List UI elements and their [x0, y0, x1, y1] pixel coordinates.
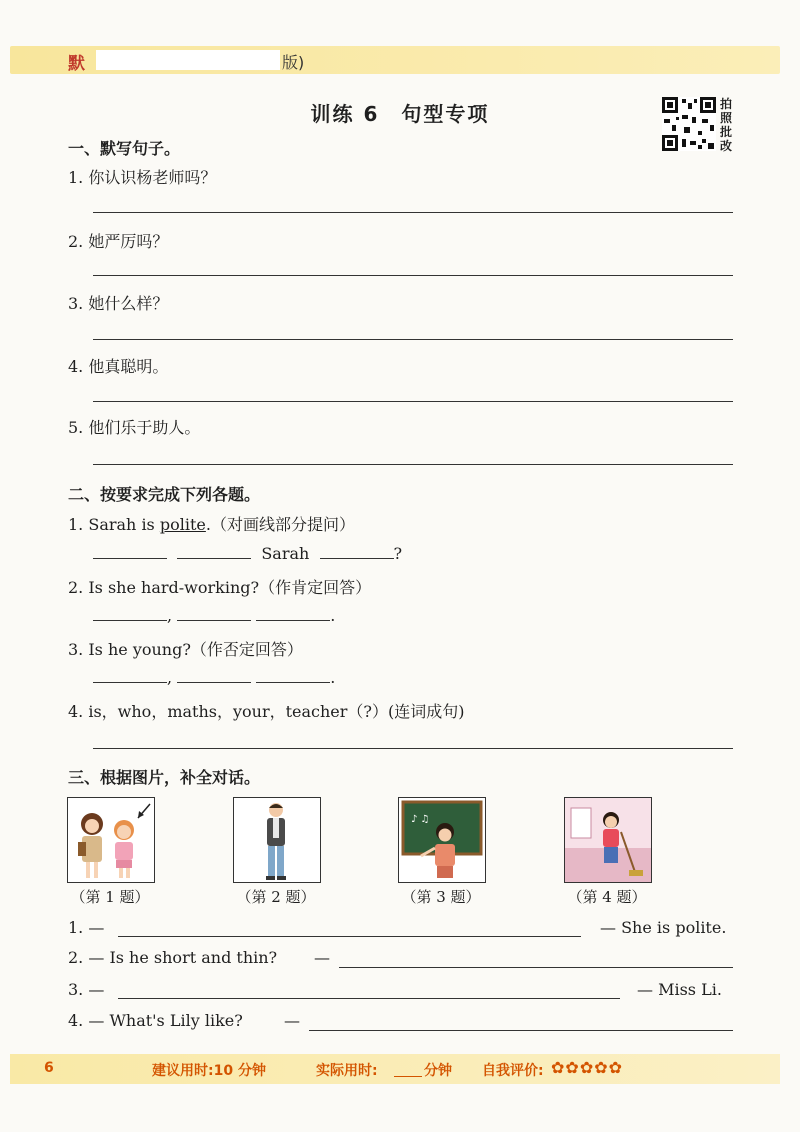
- qr-code-icon[interactable]: [662, 97, 716, 151]
- section-3-heading: 三、根据图片，补全对话。: [68, 768, 261, 787]
- header-band: [10, 46, 780, 74]
- dialog-4-dash: —: [284, 1011, 300, 1030]
- s2-q2-answer-row: [93, 606, 335, 625]
- s2-question-1: [68, 512, 355, 535]
- section-2-heading: 二、按要求完成下列各题。: [68, 485, 261, 504]
- s1-question-4: 4. 他真聪明。: [68, 357, 169, 376]
- s2-q1-blank-2[interactable]: [177, 544, 251, 559]
- s2-q1-question-mark: ?: [393, 544, 403, 563]
- s2-q3-answer-row: [93, 668, 335, 687]
- s1-answer-line-5[interactable]: [93, 464, 733, 465]
- book-title-end: 版): [282, 53, 305, 72]
- s2-q1-answer-row: [93, 544, 402, 563]
- s1-answer-line-2[interactable]: [93, 275, 733, 276]
- s1-question-1: 1. 你认识杨老师吗？: [68, 168, 217, 187]
- dialog-4-line[interactable]: [309, 1030, 733, 1031]
- s2-q3-period: .: [330, 668, 336, 687]
- book-title-start: 默: [68, 54, 85, 74]
- s2-q2-blank-1[interactable]: [93, 606, 167, 621]
- s2-q2-comma: ,: [167, 606, 173, 625]
- caption-1: （第 1 题）: [70, 888, 150, 906]
- s2-question-4: 4. is，who，maths，your，teacher（?）(连词成句): [68, 702, 465, 721]
- s2-q1-blank-3[interactable]: [320, 544, 394, 559]
- s2-q1-blank-1[interactable]: [93, 544, 167, 559]
- s2-q3-blank-1[interactable]: [93, 668, 167, 683]
- s2-q3-comma: ,: [167, 668, 173, 687]
- rating-flowers-icon[interactable]: ✿✿✿✿✿: [551, 1058, 624, 1077]
- page-number: 6: [44, 1060, 54, 1076]
- s2-q2-period: .: [330, 606, 336, 625]
- redacted-area: [96, 50, 280, 70]
- dialog-3-line[interactable]: [118, 998, 620, 999]
- s1-question-3: 3. 她什么样？: [68, 294, 169, 313]
- s2-q3-blank-3[interactable]: [256, 668, 330, 683]
- svg-text:♪ ♫: ♪ ♫: [411, 814, 430, 825]
- dialog-1-line[interactable]: [118, 936, 581, 937]
- s1-answer-line-3[interactable]: [93, 339, 733, 340]
- suggested-time: 建议用时:10 分钟: [152, 1063, 266, 1079]
- picture-1: [67, 797, 155, 883]
- s2-q1-text-after: .（对画线部分提问）: [205, 515, 355, 534]
- s1-question-2: 2. 她严厉吗？: [68, 232, 169, 251]
- dialog-3-answer: — Miss Li.: [637, 980, 722, 999]
- qr-label: 拍照批改: [720, 97, 733, 153]
- self-eval-label: 自我评价:: [482, 1063, 544, 1079]
- dialog-1-prefix: 1. —: [68, 918, 105, 937]
- caption-3: （第 3 题）: [401, 888, 481, 906]
- s2-q1-num: 1.: [68, 515, 84, 534]
- dialog-4-question: 4. — What's Lily like?: [68, 1011, 243, 1030]
- s2-q2-blank-2[interactable]: [177, 606, 251, 621]
- actual-time-unit: 分钟: [424, 1063, 452, 1079]
- picture-4: [564, 797, 652, 883]
- s2-q1-word-sarah: Sarah: [261, 544, 310, 563]
- s2-question-3: 3. Is he young?（作否定回答）: [68, 640, 303, 659]
- caption-2: （第 2 题）: [236, 888, 316, 906]
- s2-question-2: 2. Is she hard-working?（作肯定回答）: [68, 578, 372, 597]
- s2-q1-underlined-word: polite: [159, 515, 206, 534]
- actual-time-blank[interactable]: [394, 1062, 422, 1077]
- dialog-3-prefix: 3. —: [68, 980, 105, 999]
- dialog-2-line[interactable]: [339, 967, 733, 968]
- dialog-1-answer: — She is polite.: [600, 918, 727, 937]
- s1-answer-line-4[interactable]: [93, 401, 733, 402]
- s2-q4-answer-line[interactable]: [93, 748, 733, 749]
- picture-3: [398, 797, 486, 883]
- footer-band: [10, 1054, 780, 1084]
- s2-q2-blank-3[interactable]: [256, 606, 330, 621]
- page-title: 训练 6 句型专项: [310, 102, 490, 126]
- dialog-2-question: 2. — Is he short and thin?: [68, 948, 278, 967]
- s1-question-5: 5. 他们乐于助人。: [68, 418, 201, 437]
- s2-q1-text-before: Sarah is: [88, 515, 160, 534]
- s1-answer-line-1[interactable]: [93, 212, 733, 213]
- actual-time-label: 实际用时:: [316, 1063, 378, 1079]
- s2-q3-blank-2[interactable]: [177, 668, 251, 683]
- dialog-2-dash: —: [314, 948, 330, 967]
- section-1-heading: 一、默写句子。: [68, 139, 181, 158]
- picture-2: [233, 797, 321, 883]
- caption-4: （第 4 题）: [567, 888, 647, 906]
